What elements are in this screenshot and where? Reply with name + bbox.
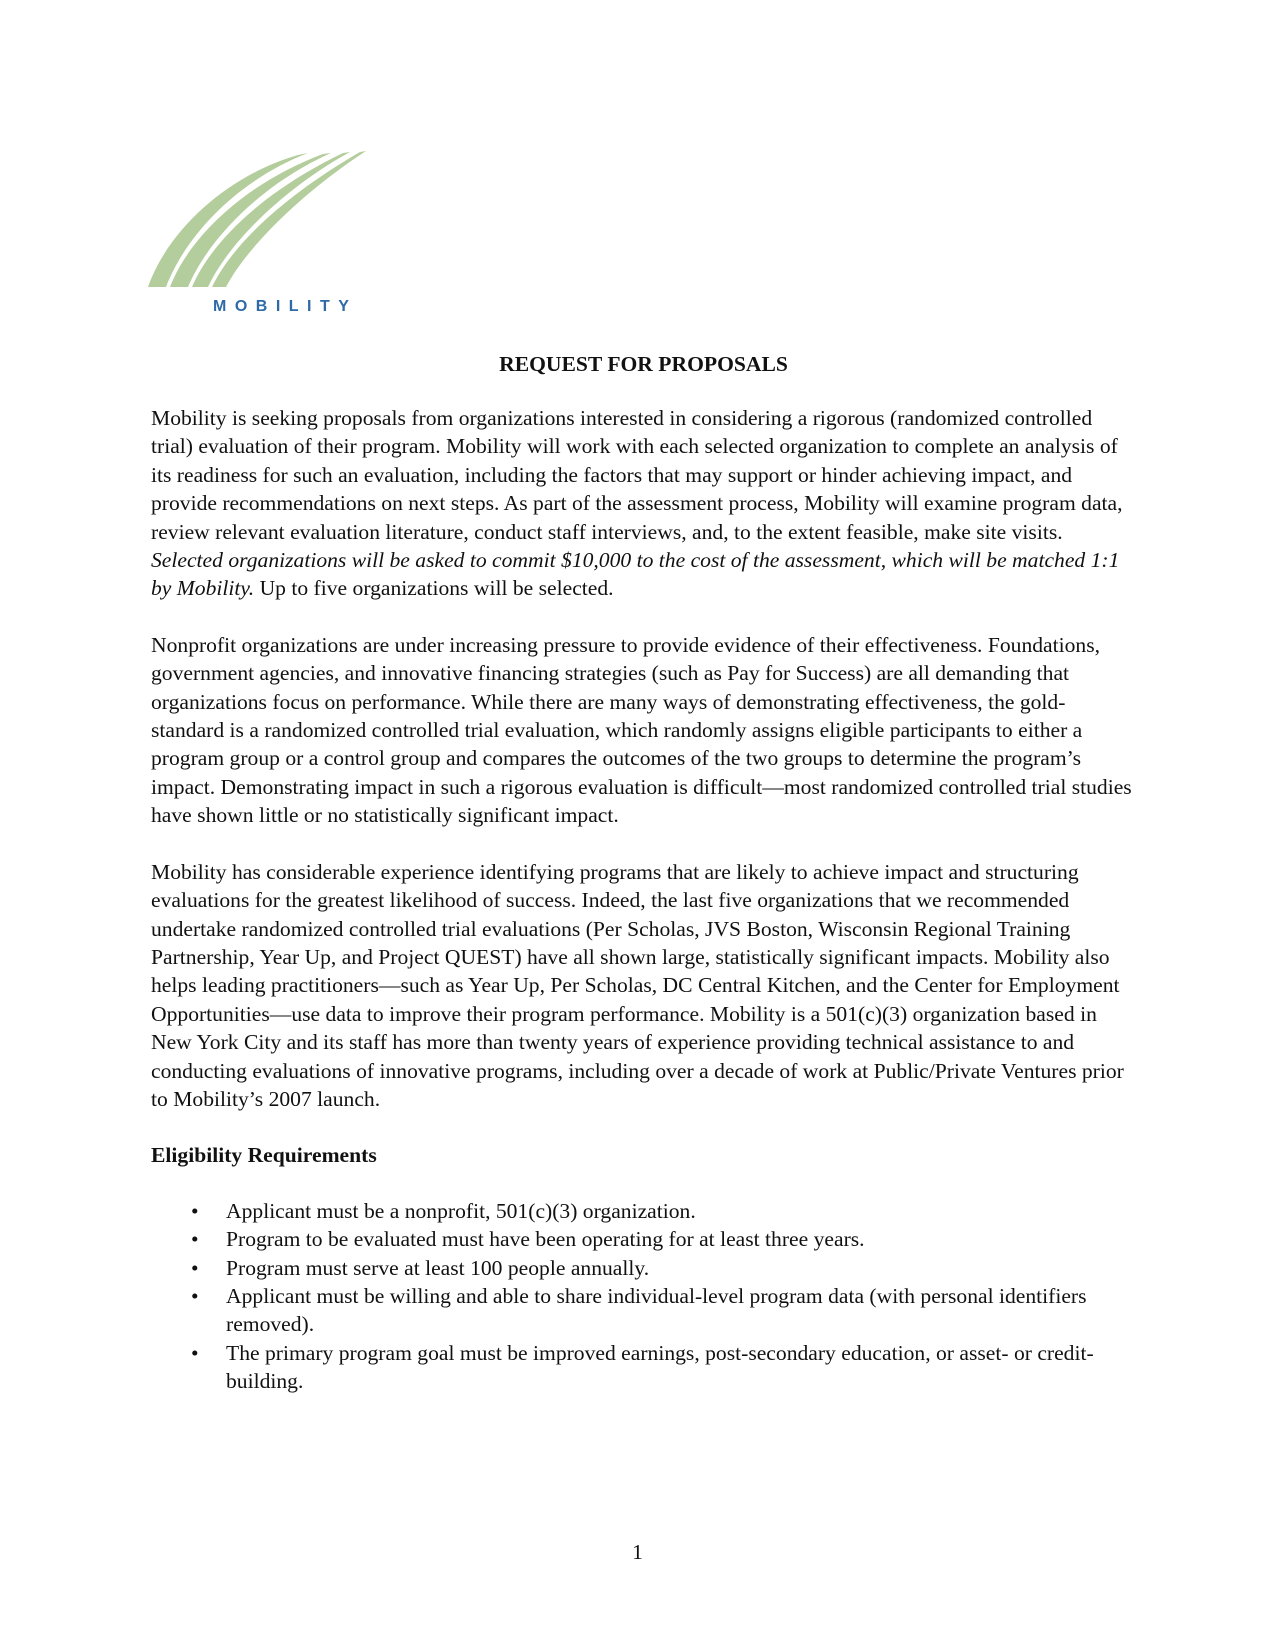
context-paragraph: Nonprofit organizations are under increasing pressure to provide evidence of their effectiveness. Foundations, government agencies, and innovative financing strategies (such as Pay for Success) are all demanding that organizations focus on performance. While there are many ways of demonstrating effectiveness, the gold-standard is a randomized controlled trial evaluation, which randomly assigns eligible participants to either a program group or a control group and compares the outcomes of the two groups to determine the program’s impact. Demonstrating impact in such a rigorous evaluation is difficult—most randomized controlled trial studies have shown little or no statistically significant impact. (151, 632, 1132, 828)
eligibility-item (151, 1339, 1136, 1396)
bullet-icon: • (191, 1283, 199, 1308)
bullet-icon: • (191, 1198, 199, 1223)
logo-wordmark: MOBILITY (213, 298, 358, 315)
bullet-icon: • (191, 1255, 199, 1280)
intro-italic-text: Selected organizations will be asked to commit $10,000 to the cost of the assessment, which will be matched 1:1 by Mobility. (151, 548, 1120, 601)
bullet-icon: • (191, 1340, 199, 1365)
page-number: 1 (632, 1540, 643, 1564)
eligibility-heading: Eligibility Requirements (151, 1143, 377, 1168)
document-body (151, 350, 1136, 1396)
eligibility-item (151, 1282, 1136, 1339)
eligibility-list (151, 1197, 1136, 1396)
document-title: REQUEST FOR PROPOSALS (499, 352, 788, 376)
eligibility-item-text: Applicant must be willing and able to share individual-level program data (with personal identifiers removed). (226, 1283, 1087, 1337)
eligibility-item-text: Program must serve at least 100 people annually. (226, 1255, 650, 1280)
eligibility-item-text: Program to be evaluated must have been operating for at least three years. (226, 1227, 865, 1252)
eligibility-item (151, 1225, 1136, 1253)
experience-paragraph: Mobility has considerable experience identifying programs that are likely to achieve impact and structuring evaluations for the greatest likelihood of success. Indeed, the last five organizations that we recommended undertake randomized controlled trial evaluations (Per Scholas, JVS Boston, Wisconsin Regional Training Partnership, Year Up, and Project QUEST) have all shown large, statistically significant impacts. Mobility also helps leading practitioners—such as Year Up, Per Scholas, DC Central Kitchen, and the Center for Employment Opportunities—use data to improve their program performance. Mobility is a 501(c)(3) organization based in New York City and its staff has more than twenty years of experience providing technical assistance to and conducting evaluations of innovative programs, including over a decade of work at Public/Private Ventures prior to Mobility’s 2007 launch. (151, 859, 1124, 1111)
intro-text: Mobility is seeking proposals from organizations interested in considering a rigorous (randomized controlled trial) evaluation of their program. Mobility will work with each selected organization to complete an analysis of its readiness for such an evaluation, including the factors that may support or hinder achieving impact, and provide recommendations on next steps. As part of the assessment process, Mobility will examine program data, review relevant evaluation literature, conduct staff interviews, and, to the extent feasible, make site visits. (151, 406, 1123, 544)
bullet-icon: • (191, 1227, 199, 1252)
mobility-logo (148, 150, 378, 330)
intro-text-end: Up to five organizations will be selected. (259, 576, 614, 601)
eligibility-item (151, 1254, 1136, 1282)
intro-paragraph (151, 404, 1136, 603)
logo-swoosh-graphic (148, 150, 378, 300)
eligibility-item (151, 1197, 1136, 1225)
eligibility-item-text: Applicant must be a nonprofit, 501(c)(3) organization. (226, 1198, 696, 1223)
eligibility-item-text: The primary program goal must be improved earnings, post-secondary education, or asset- or credit-building. (226, 1340, 1094, 1394)
